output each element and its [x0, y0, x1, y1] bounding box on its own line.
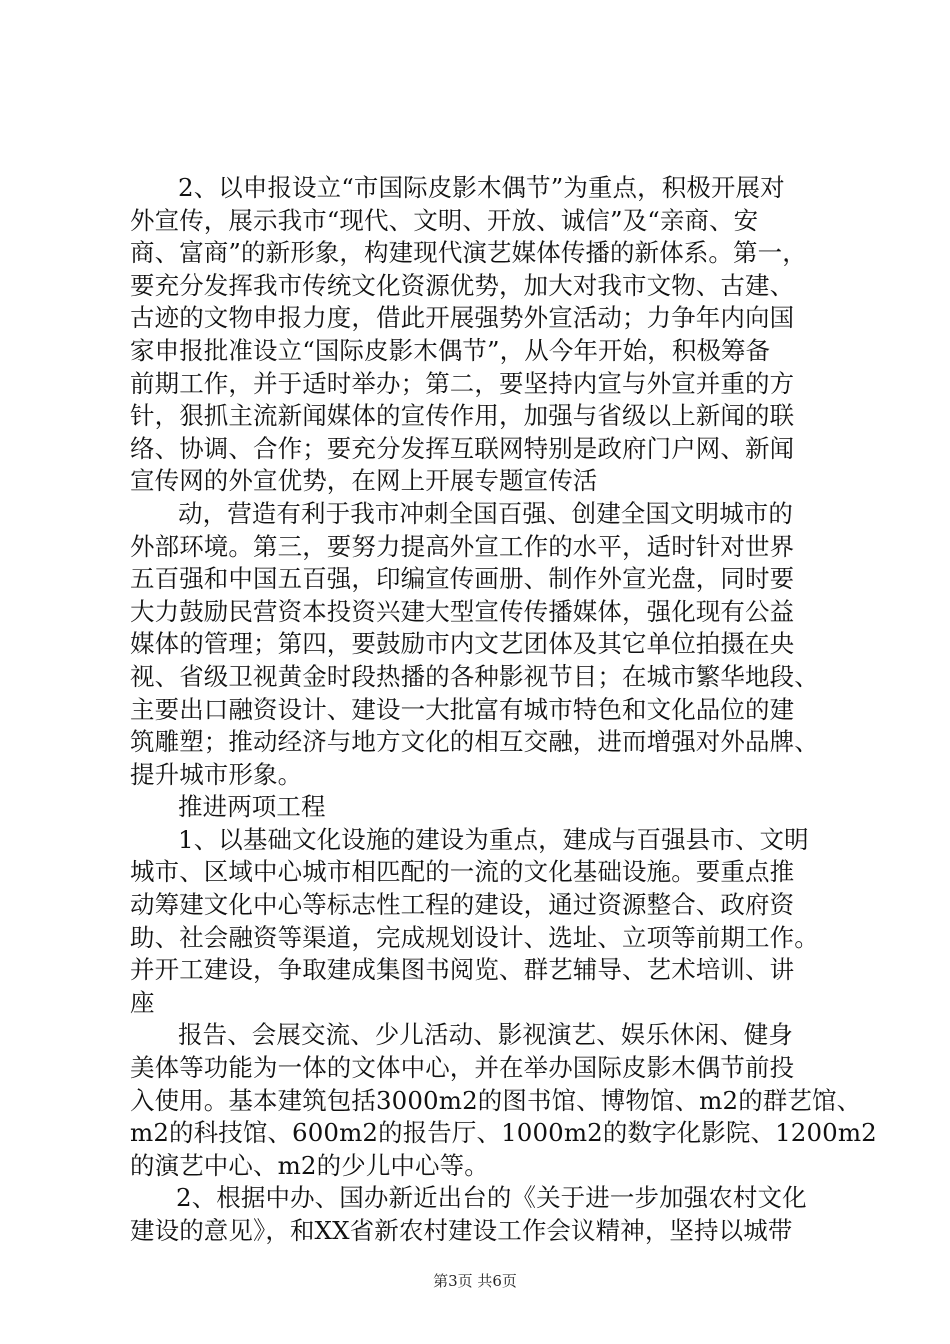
- paragraph-line: 外部环境。第三，要努力提高外宣工作的水平，适时针对世界: [130, 531, 795, 561]
- paragraph-line: 商、富商”的新形象，构建现代演艺媒体传播的新体系。第一，: [130, 238, 807, 268]
- paragraph-line: 报告、会展交流、少儿活动、影视演艺、娱乐休闲、健身: [178, 1020, 793, 1050]
- paragraph-line: 美体等功能为一体的文体中心，并在举办国际皮影木偶节前投: [130, 1053, 795, 1083]
- paragraph-line: 助、社会融资等渠道，完成规划设计、选址、立项等前期工作。: [130, 922, 819, 952]
- paragraph-line: 家申报批准设立“国际皮影木偶节”，从今年开始，积极筹备: [130, 335, 771, 365]
- paragraph-line: 大力鼓励民营资本投资兴建大型宣传传播媒体，强化现有公益: [130, 596, 795, 626]
- paragraph-line: 动，营造有利于我市冲刺全国百强、创建全国文明城市的: [178, 498, 793, 528]
- paragraph-line: 媒体的管理；第四，要鼓励市内文艺团体及其它单位拍摄在央: [130, 629, 795, 659]
- paragraph-line: 古迹的文物申报力度，借此开展强势外宣活动；力争年内向国: [130, 303, 795, 333]
- paragraph-line: m2的科技馆、600m2的报告厅、1000m2的数字化影院、1200m2: [130, 1118, 877, 1148]
- paragraph-line: 2、以申报设立“市国际皮影木偶节”为重点，积极开展对: [178, 173, 785, 202]
- paragraph-line: 宣传网的外宣优势，在网上开展专题宣传活: [130, 466, 598, 496]
- paragraph-line: 入使用。基本建筑包括3000m2的图书馆、博物馆、m2的群艺馆、: [130, 1085, 862, 1115]
- paragraph-line: 筑雕塑；推动经济与地方文化的相互交融，进而增强对外品牌、: [130, 727, 819, 757]
- paragraph-line: 动筹建文化中心等标志性工程的建设，通过资源整合、政府资: [130, 890, 795, 920]
- paragraph-line: 2、根据中办、国办新近出台的《关于进一步加强农村文化: [176, 1183, 807, 1213]
- document-body: [130, 172, 877, 1248]
- paragraph-line: 前期工作，并于适时举办；第二，要坚持内宣与外宣并重的方: [130, 368, 795, 398]
- paragraph-line: 座: [130, 987, 155, 1017]
- paragraph-line: 的演艺中心、m2的少儿中心等。: [130, 1150, 489, 1180]
- paragraph-line: 建设的意见》，和XX省新农村建设工作会议精神，坚持以城带: [130, 1216, 793, 1245]
- paragraph-line: 要充分发挥我市传统文化资源优势，加大对我市文物、古建、: [130, 270, 795, 300]
- section-heading: 推进两项工程: [178, 792, 326, 822]
- paragraph-line: 提升城市形象。: [130, 759, 303, 789]
- paragraph-line: 外宣传，展示我市“现代、文明、开放、诚信”及“亲商、安: [130, 205, 759, 235]
- paragraph-line: 城市、区域中心城市相匹配的一流的文化基础设施。要重点推: [130, 857, 795, 887]
- paragraph-line: 1、以基础文化设施的建设为重点，建成与百强县市、文明: [178, 824, 809, 854]
- paragraph-line: 针，狠抓主流新闻媒体的宣传作用，加强与省级以上新闻的联: [130, 401, 795, 431]
- page-number-footer: 第3页 共6页: [433, 1272, 517, 1290]
- paragraph-line: 主要出口融资设计、建设一大批富有城市特色和文化品位的建: [130, 694, 795, 724]
- paragraph-line: 络、协调、合作；要充分发挥互联网特别是政府门户网、新闻: [130, 433, 795, 463]
- paragraph-line: 并开工建设，争取建成集图书阅览、群艺辅导、艺术培训、讲: [130, 955, 795, 985]
- paragraph-line: 视、省级卫视黄金时段热播的各种影视节目；在城市繁华地段、: [130, 661, 819, 691]
- paragraph-line: 五百强和中国五百强，印编宣传画册、制作外宣光盘，同时要: [130, 564, 795, 594]
